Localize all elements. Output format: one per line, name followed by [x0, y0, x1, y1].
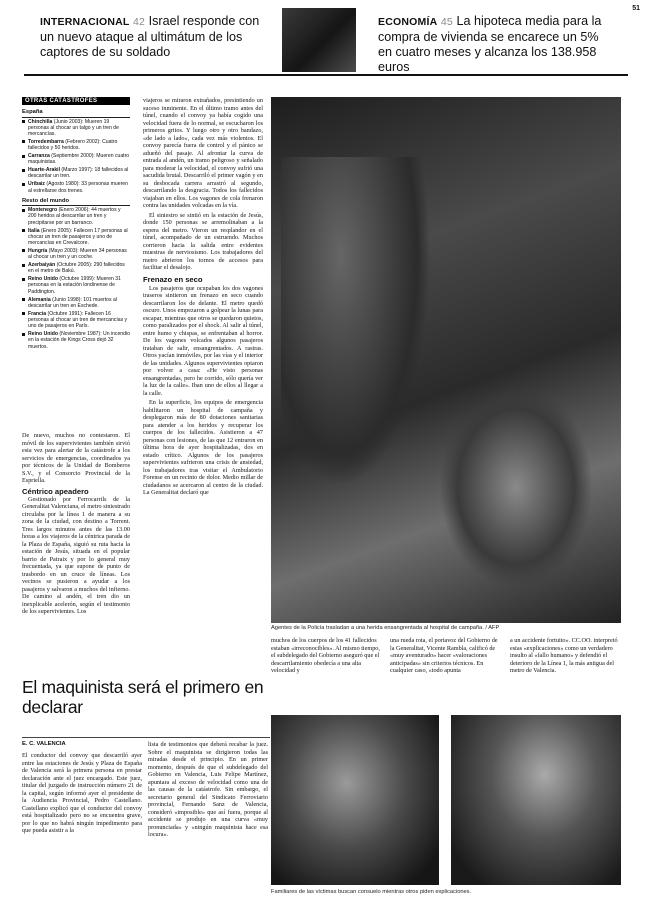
main-photo — [271, 97, 621, 623]
teaser-page: 42 — [133, 16, 146, 28]
teaser-photo — [282, 8, 356, 72]
sidebar-list — [22, 119, 130, 194]
teaser-section: INTERNACIONAL — [40, 16, 130, 28]
list-item: Reino Unido (Octubre 1999): Mueren 31 personas en la estación londinense de Paddington. — [22, 276, 130, 295]
bottom-photo-caption: Familiares de las víctimas buscan consuelo mientras otros piden explicaciones. — [271, 889, 472, 895]
list-item: Italia (Enero 2005): Fallecen 17 personas al chocar un tren de pasajeros y uno de mercancías en Crevalcore. — [22, 228, 130, 247]
lower-column-3: a un accidente fortuito». CC.OO. interpretó estas «explicaciones» como un verdadero insulto al «fallo humano» y defendió el deterioro de la Línea 1, la más antigua del metro de Valencia. — [510, 637, 618, 674]
teaser-page: 45 — [440, 16, 453, 28]
sidebar-group-title: España — [22, 109, 130, 117]
article-column-2 — [143, 97, 263, 667]
sidebar-group-title: Resto del mundo — [22, 198, 130, 206]
list-item: Francia (Octubre 1991): Fallecen 16 personas al chocar un tren de mercancías y uno de pasajeros en París. — [22, 311, 130, 330]
main-photo-caption: Agentes de la Policía trasladan a una herida ensangrentada al hospital de campaña. / AFP — [271, 625, 500, 631]
bottom-photo-right — [451, 715, 621, 885]
article-paragraph: En la superficie, los equipos de emergencia habilitaron un hospital de campaña y desplegaron más de 80 dotaciones sanitarias para atender a los heridos y recuperar los cuerpos de los fallecidos. Asistieron a 47 personas con lesiones, de las que 12 entraron en última hora de ayer hospitalizadas, dos en estado crítico. Algunos de los pasajeros supervivientes sufrieron una crisis de ansiedad, los trabajadores tras visitar el Ambulatorio Forense en un recinto de dolor. Medio millar de ciudadanos se acercaron al centro de la ciudad. La Generalitat declaró que — [143, 399, 263, 496]
story2-headline-box — [22, 677, 270, 717]
story2-column-1: El conductor del convoy que descarriló ayer entre las estaciones de Jesús y Plaza de España de Valencia será la primera persona en prestar declaración ante el juez encargado. Este juez, titular del juzgado de instrucción número 21 de la capital, según informó ayer el presidente de la Audiencia Provincial, Pedro Castellano. Castellano explicó que el conductor del convoy está hospitalizado pero no se encuentra grave, por lo que no habrá ningún impedimento para que pueda asistir a la — [22, 752, 142, 834]
list-item: Montenegro (Enero 2006): 44 muertos y 200 heridos al descarrilar un tren y precipitarse por un barranco. — [22, 207, 130, 226]
story2-byline: E. C. VALENCIA — [22, 741, 66, 747]
story2-column-2: lista de testimonios que deberá recabar la juez. Sobre el maquinista se dirigieron todas las miradas desde el principio. En un primer momento, después de que el subdelegado del Gobierno en Valencia, Luis Felipe Martínez, apuntara al exceso de velocidad como una de las causas de la catástrofe. Sin embargo, el secretario general del Sindicato Ferroviario provincial, Fernando Sanz de Valencia, consideró «imposible» que así fuera, porque al accidente se produjo en una curva «muy pronunciada» y «ningún maquinista hace esa locura». — [148, 741, 268, 838]
teaser-section: ECONOMÍA — [378, 16, 438, 28]
article-paragraph: Los pasajeros que ocupaban los dos vagones traseros sintieron un frenazo en seco cuando descarrilaron los de delante. El metro quedó oscuro. Unos empezaron a golpear la lunas para escapar, mientras que otros se quedaron quietos, como paralizados por el shock. Al salir al túnel, entre humo y chispas, se enfrentaban al horror. De los vagones volcados algunos pasajeros trataban de salir, ensangrentados. A rastras. Otros yacían inmóviles, por las vías y el interior de las unidades. Algunos supervivientes optaron por volver a casa: «He visto personas ensangrentadas, pero he corrido, sólo quería ver la luz de la calle». Iban uno de ellos al llegar a la calle. — [143, 284, 263, 397]
photo-figure-victim — [441, 387, 591, 587]
story2-headline: El maquinista será el primero en declarar — [22, 677, 264, 717]
article-column-1 — [22, 432, 130, 668]
article-paragraph: viajeros se miraron extrañados, presintiendo un suceso inminente. En el último tramo antes del túnel, cuando el convoy ya había cogido una velocidad fuera de lo normal, se escucharon los primeros gritos. Y luego otro y otro bandazo, «de lado a lado», cada vez más violentos. El convoy parecía fuera de control y el pánico se adueñó del pasaje. Al afrontar la curva de entrada al andén, un tramo peligroso y señalado para moderar la velocidad, el convoy sufrió una sacudida brutal. Descarriló el primer vagón y en su desbocada carrera arrastró al segundo, descarrilando la desgracia. Todos los fallecidos viajaban en ellos. Los vagones de cola frenaron contra las unidades volcadas en la vía. — [143, 97, 263, 209]
article-paragraph: El siniestro se sintió en la estación de Jesús, donde 150 personas se arremolinaban a la espera del metro. Vieron un resplandor en el túnel, acompañado de un estruendo. Muchos corrieron hacia la salida entre evidentes muestras de nerviosismo. Los trabajadores del metro abrieron los tornos de accesos para facilitar el desalojo. — [143, 211, 263, 271]
teaser-economia[interactable] — [378, 14, 610, 72]
list-item: Alemania (Junio 1998): 101 muertos al descarrilar un tren en Eschede. — [22, 297, 130, 310]
sidebar-title: OTRAS CATÁSTROFES — [22, 97, 130, 105]
list-item: Hungría (Mayo 2003): Mueren 34 personas al chocar un tren y un coche. — [22, 248, 130, 261]
photo-figure-officer — [281, 157, 431, 487]
lower-column-1: muchos de los cuerpos de los 41 fallecidos estaban «irreconocibles». Al mismo tiempo, el subdelegado del Gobierno aseguró que el descarrilamiento obedecía a una alta velocidad y — [271, 637, 380, 674]
list-item: Chinchilla (Junio 2003): Mueren 19 personas al chocar un talgo y un tren de mercancías. — [22, 119, 130, 138]
teaser-text — [378, 14, 610, 75]
list-item: Carranza (Septiembre 2000): Mueren cuatro maquinistas. — [22, 153, 130, 166]
subhead-centrico-apeadero: Céntrico apeadero — [22, 486, 89, 496]
teaser-internacional[interactable] — [40, 14, 272, 72]
list-item: Torredembarra (Febrero 2002): Cuatro fallecidos y 50 heridos. — [22, 139, 130, 152]
teaser-text — [40, 14, 272, 60]
list-item: Huarte-Arakil (Marzo 1997): 18 fallecidos al descarrilar un tren. — [22, 167, 130, 180]
subhead-frenazo-en-seco: Frenazo en seco — [143, 274, 203, 284]
sidebar-list — [22, 207, 130, 350]
article-paragraph: De nuevo, muchos no contestaron. El móvil de los supervivientes también sirvió esta vez para alertar de la catástrofe a los servicios de emergencias, coordinados ya por técnicos de la Unidad de Bomberos S.V., y el Consorcio Provincial de la Espriella. — [22, 432, 130, 484]
list-item: Azerbaiyán (Octubre 2005): 290 fallecidos en el metro de Bakú. — [22, 262, 130, 275]
story2-rule — [22, 737, 270, 738]
teaser-headline: La hipoteca media para la compra de vivienda se encarece un 5% en cuatro meses y alcanza los 138.958 euros — [378, 14, 602, 74]
list-item: Reino Unido (Noviembre 1987): Un incendio en la estación de Kings Cross dejó 32 muertos. — [22, 331, 130, 350]
sidebar-otras-catastrofes — [22, 97, 130, 427]
list-item: Uribaiz (Agosto 1980): 33 personas mueren al estrellarse dos trenes. — [22, 181, 130, 194]
teaser-divider — [24, 74, 628, 76]
lower-column-2: una rueda rota, el portavoz del Gobierno de la Generalitat, Vicente Rambla, calificó de «muy aventurado» hacer «valoraciones anticipadas» sin criterios técnicos. En cualquier caso, «todo apunta — [390, 637, 498, 674]
bottom-photo-left — [271, 715, 439, 885]
page-number: 51 — [632, 5, 640, 12]
article-paragraph: Gestionado por Ferrocarrils de la Generalitat Valenciana, el metro siniestrado circulaba por la línea 1 de manera a su zona de la ciudad, con destino a Torrent. Tres largos minutos antes de las 13.00 horas a los viajeros de la céntrica parada de la Plaza de España, siguió su ruta hacia la estación de Jesús, situada en el popular barrio de Patraix y por lo general muy frecuentada, ya que supone de punto de trasbordo en un cruce de líneas. Los vecinos se pusieron a ayudar a los pasajeros y salvaron a muchos del infierno. De camino al andén, el tren dio un inexplicable acelerón, según el testimonio de los supervivientes. Los — [22, 495, 130, 615]
teaser-headline: Israel responde con un nuevo ataque al ultimátum de los captores de su soldado — [40, 14, 260, 59]
